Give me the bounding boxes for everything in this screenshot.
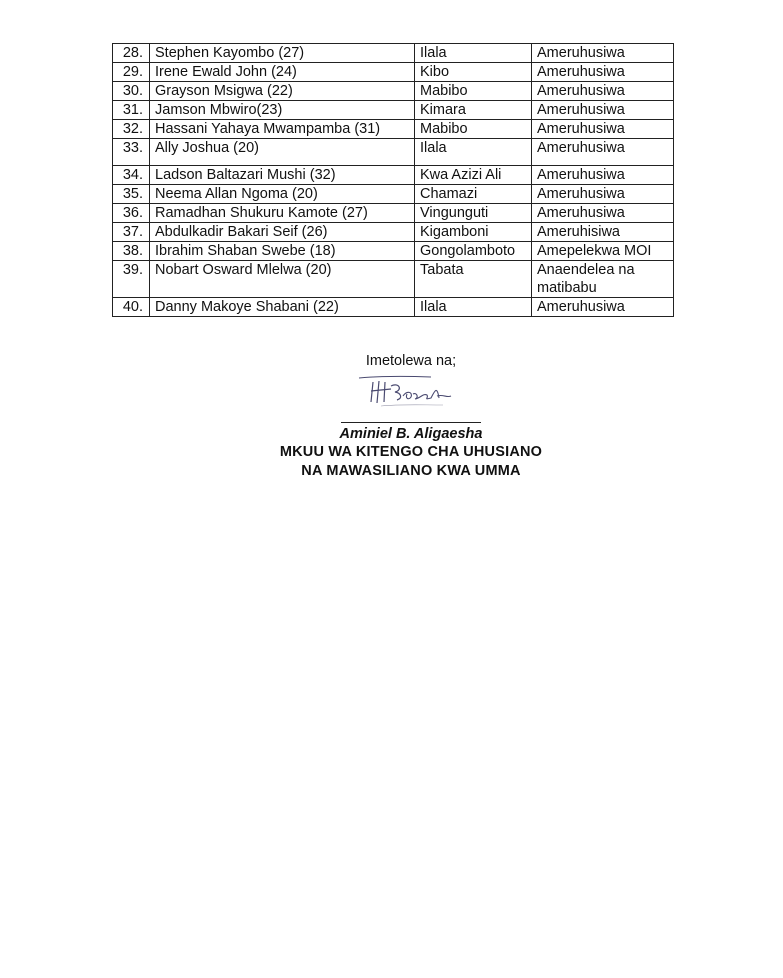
row-number: 35. — [113, 185, 150, 204]
patient-status: Anaendelea na matibabu — [532, 261, 674, 298]
patient-status: Ameruhusiwa — [532, 185, 674, 204]
row-number: 33. — [113, 139, 150, 166]
table-row — [113, 63, 674, 82]
row-number: 38. — [113, 242, 150, 261]
patient-location: Ilala — [415, 44, 532, 63]
patient-location: Vingunguti — [415, 204, 532, 223]
row-number: 40. — [113, 298, 150, 317]
patient-name: Hassani Yahaya Mwampamba (31) — [150, 120, 415, 139]
table-row — [113, 261, 674, 298]
patient-status: Ameruhusiwa — [532, 63, 674, 82]
patient-name: Nobart Osward Mlelwa (20) — [150, 261, 415, 298]
patient-status: Ameruhusiwa — [532, 298, 674, 317]
patient-name: Abdulkadir Bakari Seif (26) — [150, 223, 415, 242]
row-number: 39. — [113, 261, 150, 298]
patient-name: Irene Ewald John (24) — [150, 63, 415, 82]
signature-block — [230, 352, 592, 481]
table-row — [113, 223, 674, 242]
patients-table — [112, 43, 674, 317]
table-row — [113, 120, 674, 139]
handwritten-signature — [351, 372, 471, 410]
patient-name: Ramadhan Shukuru Kamote (27) — [150, 204, 415, 223]
signer-title-line-2: NA MAWASILIANO KWA UMMA — [301, 463, 521, 479]
row-number: 37. — [113, 223, 150, 242]
patient-status: Ameruhusiwa — [532, 166, 674, 185]
patient-status: Ameruhusiwa — [532, 44, 674, 63]
row-number: 32. — [113, 120, 150, 139]
row-number: 28. — [113, 44, 150, 63]
patient-location: Kigamboni — [415, 223, 532, 242]
patient-status: Amepelekwa MOI — [532, 242, 674, 261]
patient-name: Stephen Kayombo (27) — [150, 44, 415, 63]
table-row — [113, 185, 674, 204]
patient-location: Kwa Azizi Ali — [415, 166, 532, 185]
row-number: 36. — [113, 204, 150, 223]
row-number: 31. — [113, 101, 150, 120]
patient-location: Kimara — [415, 101, 532, 120]
patient-status: Ameruhusiwa — [532, 101, 674, 120]
signature-line — [341, 422, 481, 423]
row-number: 30. — [113, 82, 150, 101]
signer-name: Aminiel B. Aligaesha — [339, 426, 483, 442]
patient-name: Neema Allan Ngoma (20) — [150, 185, 415, 204]
table-row — [113, 101, 674, 120]
patient-location: Gongolamboto — [415, 242, 532, 261]
table-row — [113, 204, 674, 223]
signer-title-line-1: MKUU WA KITENGO CHA UHUSIANO — [279, 444, 543, 460]
patient-name: Jamson Mbwiro(23) — [150, 101, 415, 120]
patient-location: Mabibo — [415, 82, 532, 101]
table-row — [113, 44, 674, 63]
patient-location: Kibo — [415, 63, 532, 82]
issued-by-label: Imetolewa na; — [365, 353, 457, 369]
patient-location: Mabibo — [415, 120, 532, 139]
patient-location: Chamazi — [415, 185, 532, 204]
table-row — [113, 82, 674, 101]
table-row — [113, 298, 674, 317]
patient-status: Ameruhisiwa — [532, 223, 674, 242]
patient-name: Ally Joshua (20) — [150, 139, 415, 166]
patient-name: Danny Makoye Shabani (22) — [150, 298, 415, 317]
row-number: 34. — [113, 166, 150, 185]
patient-location: Tabata — [415, 261, 532, 298]
patient-status: Ameruhusiwa — [532, 139, 674, 166]
table-row — [113, 166, 674, 185]
table-row — [113, 242, 674, 261]
table-row — [113, 139, 674, 166]
row-number: 29. — [113, 63, 150, 82]
patient-location: Ilala — [415, 139, 532, 166]
patient-location: Ilala — [415, 298, 532, 317]
patient-name: Grayson Msigwa (22) — [150, 82, 415, 101]
patient-status: Ameruhusiwa — [532, 82, 674, 101]
patient-status: Ameruhusiwa — [532, 120, 674, 139]
patient-status: Ameruhusiwa — [532, 204, 674, 223]
patient-name: Ladson Baltazari Mushi (32) — [150, 166, 415, 185]
patient-name: Ibrahim Shaban Swebe (18) — [150, 242, 415, 261]
